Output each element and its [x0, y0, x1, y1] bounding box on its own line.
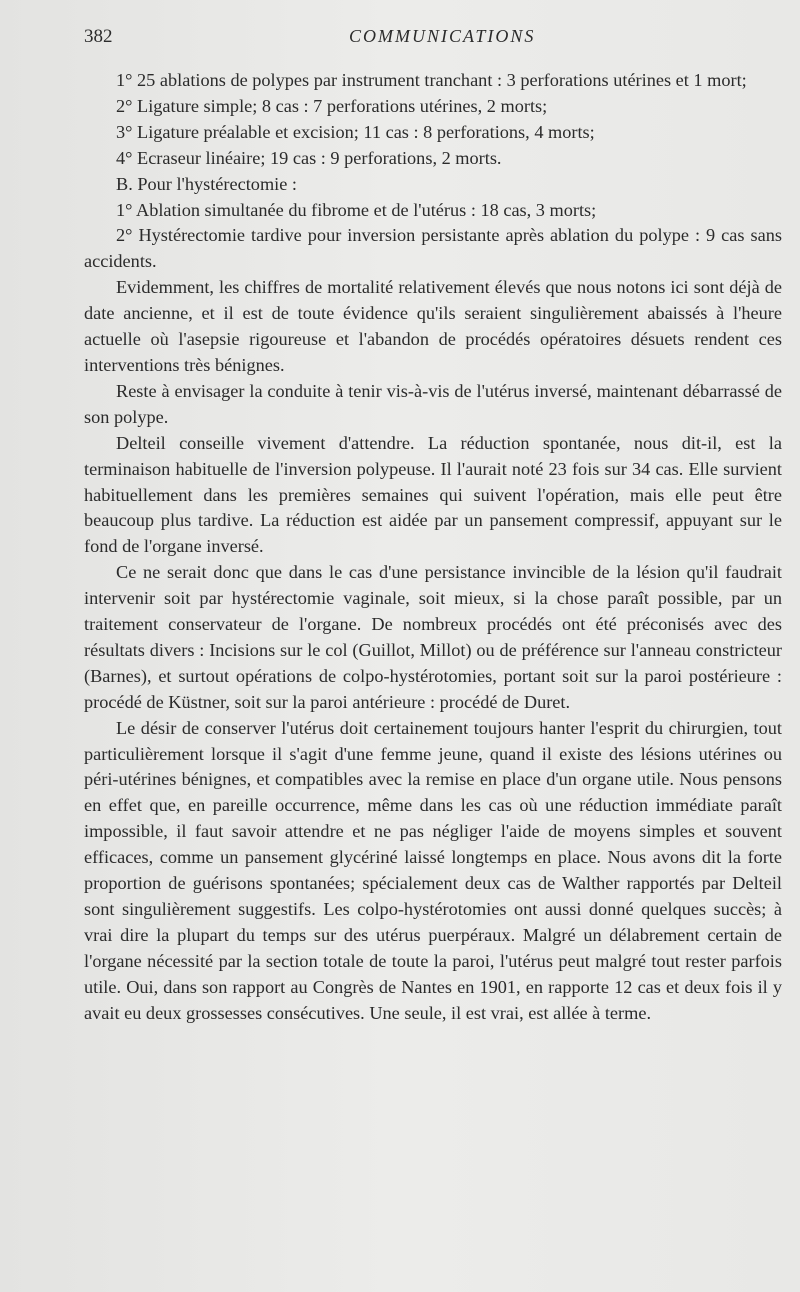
paragraph: Le désir de conserver l'utérus doit certainement toujours hanter l'esprit du chirurgien, tout particulièrement lorsque il s'agit d'une femme jeune, quand il existe des lésions utérines ou péri-utérines bénignes, et compatibles avec la remise en place d'un organe utile. Nous pensons en effet que, en pareille occurrence, même dans les cas où une réduction immédiate paraît impossible, il faut savoir attendre et ne pas négliger l'aide de moyens simples et souvent efficaces, comme un pansement glycériné laissé longtemps en place. Nous avons dit la forte proportion de guérisons spontanées; spécialement deux cas de Walther rapportés par Delteil sont singulièrement suggestifs. Les colpo-hystérotomies ont aussi donné quelques succès; à vrai dire la plupart du temps sur des utérus puerpéraux. Malgré un délabrement certain de l'organe nécessité par la section totale de toute la paroi, l'utérus peut malgré tout rester parfois utile. Oui, dans son rapport au Congrès de Nantes en 1901, en rapporte 12 cas et deux fois il y avait eu deux grossesses consécutives. Une seule, il est vrai, est allée à terme. [84, 717, 782, 1023]
list-item: 1° Ablation simultanée du fibrome et de l'utérus : 18 cas, 3 morts; [116, 199, 597, 220]
list-item: 2° Hystérectomie tardive pour inversion persistante après ablation du polype : 9 cas sans accidents. [84, 225, 782, 272]
paragraph: Reste à envisager la conduite à tenir vis-à-vis de l'utérus inversé, maintenant débarrassé de son polype. [84, 380, 782, 427]
body-text [84, 68, 782, 1027]
list-item: 3° Ligature préalable et excision; 11 cas : 8 perforations, 4 morts; [116, 121, 595, 142]
page-header [84, 26, 786, 48]
list-item: 1° 25 ablations de polypes par instrument tranchant : 3 perforations utérines et 1 mort; [116, 70, 747, 90]
paragraph: Delteil conseille vivement d'attendre. La réduction spontanée, nous dit-il, est la terminaison habituelle de l'inversion polypeuse. Il l'aurait noté 23 fois sur 34 cas. Elle survient habituellement dans les premières semaines qui suivent l'opération, mais elle peut être beaucoup plus tardive. La réduction est aidée par un pansement compressif, appuyant sur le fond de l'organe inversé. [84, 432, 782, 557]
list-item: 2° Ligature simple; 8 cas : 7 perforations utérines, 2 morts; [116, 95, 548, 116]
page-number: 382 [84, 26, 113, 47]
list-item: 4° Ecraseur linéaire; 19 cas : 9 perforations, 2 morts. [116, 147, 502, 168]
running-head: COMMUNICATIONS [349, 26, 536, 46]
paragraph: Ce ne serait donc que dans le cas d'une persistance invincible de la lésion qu'il faudrait intervenir soit par hystérectomie vaginale, soit mieux, si la chose paraît possible, par un traitement conservateur de l'organe. De nombreux procédés ont été préconisés avec des résultats divers : Incisions sur le col (Guillot, Millot) ou de préférence sur l'anneau constricteur (Barnes), et surtout opérations de colpo-hystérotomies, portant soit sur la paroi postérieure : procédé de Küstner, soit sur la paroi antérieure : procédé de Duret. [84, 562, 782, 712]
section-subheading: B. Pour l'hystérectomie : [116, 173, 298, 194]
paragraph: Evidemment, les chiffres de mortalité relativement élevés que nous notons ici sont déjà de date ancienne, et il est de toute évidence qu'ils seraient singulièrement abaissés à l'heure actuelle où l'asepsie rigoureuse et l'abandon de procédés opératoires désuets rendent ces interventions très bénignes. [84, 277, 782, 375]
